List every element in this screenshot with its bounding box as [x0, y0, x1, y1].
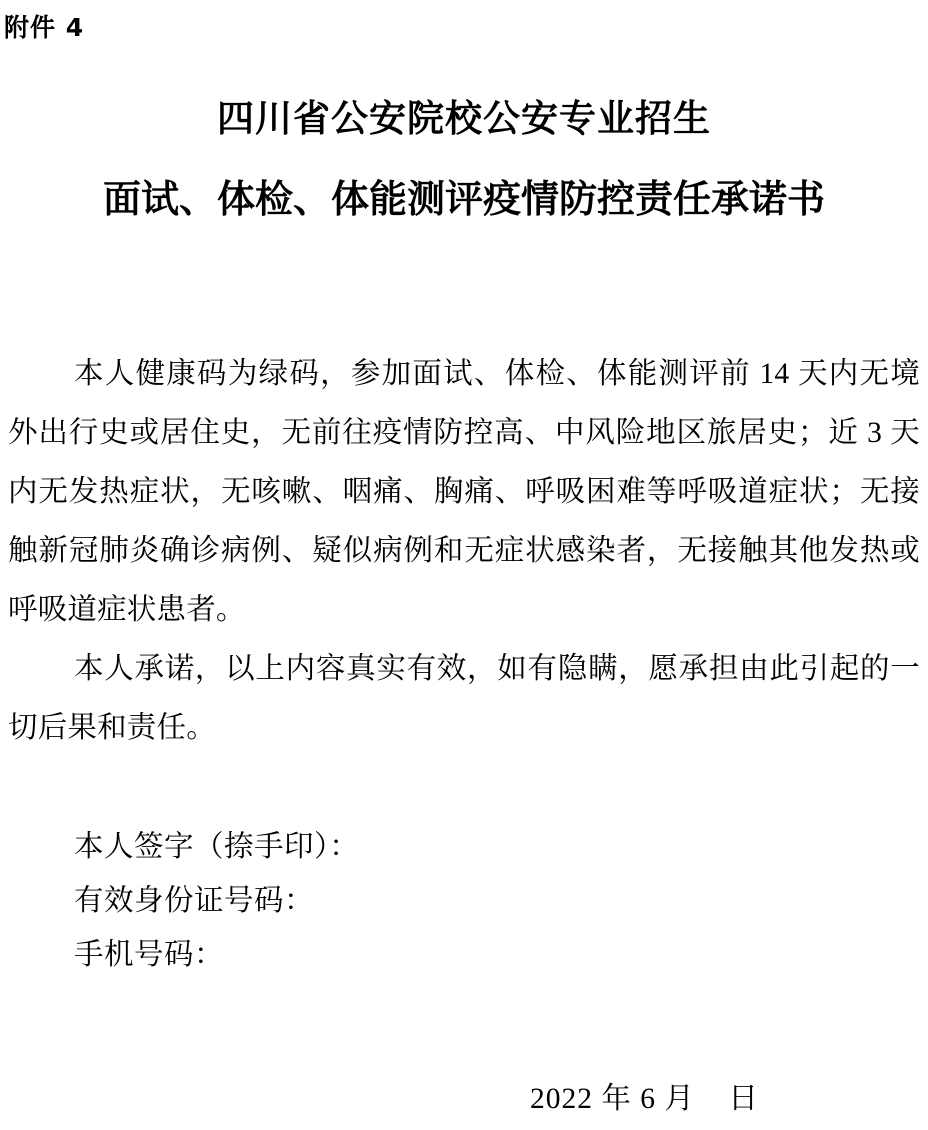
paragraph-commitment: 本人承诺，以上内容真实有效，如有隐瞒，愿承担由此引起的一切后果和责任。: [8, 653, 920, 744]
title-line-1: 四川省公安院校公安专业招生: [217, 97, 711, 140]
document-body: [8, 345, 920, 758]
date-block: [0, 1075, 928, 1117]
field-phone-number: 手机号码：: [74, 939, 225, 971]
field-signature: 本人签字（捺手印）：: [74, 831, 360, 863]
attachment-label: 附件 4: [4, 13, 85, 42]
field-id-number: 有效身份证号码：: [74, 885, 315, 917]
date-line: 2022 年 6 月 日: [530, 1083, 759, 1115]
document-title: [0, 97, 928, 221]
paragraph-health-declaration: 本人健康码为绿码，参加面试、体检、体能测评前 14 天内无境外出行史或居住史，无前往疫情防控高、中风险地区旅居史；近 3 天内无发热症状，无咳嗽、咽痛、胸痛、呼吸困难等呼吸道症状；无接触新冠肺炎确诊病例、疑似病例和无症状感染者，无接触其他发热或呼吸道症状患者。: [8, 358, 920, 626]
title-line-2: 面试、体检、体能测评疫情防控责任承诺书: [102, 177, 825, 221]
signature-fields: [74, 820, 359, 982]
